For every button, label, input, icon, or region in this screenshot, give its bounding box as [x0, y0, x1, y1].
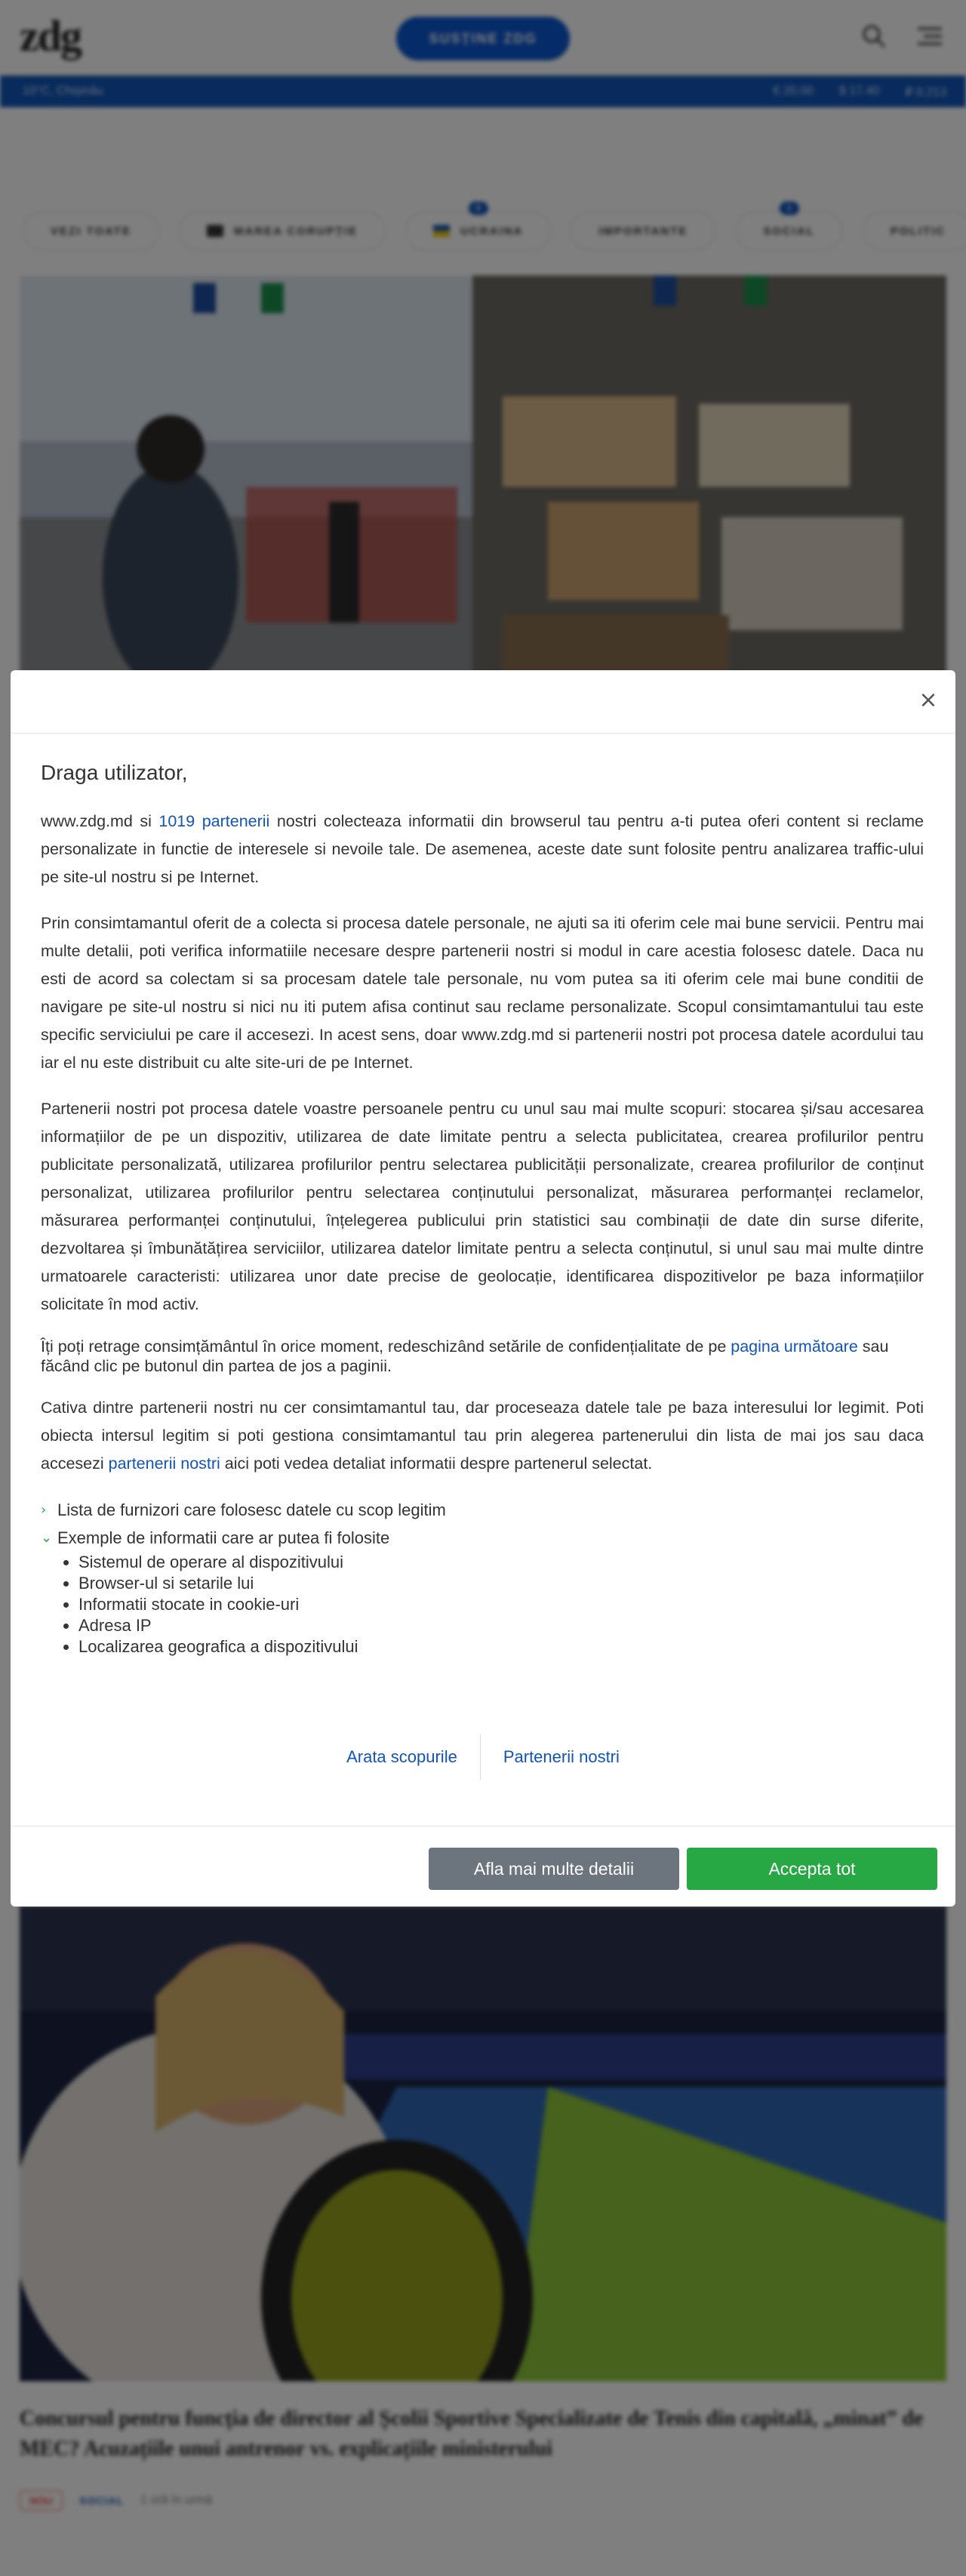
list-item: • Sistemul de operare al dispozitivului: [78, 1552, 924, 1573]
next-page-link[interactable]: pagina următoare: [731, 1337, 858, 1356]
consent-paragraph-1: [41, 808, 924, 891]
partners-count-link[interactable]: 1019 partenerii: [158, 812, 270, 830]
text: sau făcând clic pe butonul din partea de jos a paginii.: [41, 1337, 889, 1375]
accept-all-button[interactable]: Accepta tot: [687, 1848, 937, 1890]
modal-links-row: [11, 1734, 955, 1780]
consent-paragraph-5: [41, 1394, 924, 1478]
text: www.zdg.md si: [41, 812, 159, 830]
consent-paragraph-2: Prin consimtamantul oferit de a colecta si procesa datele personale, ne ajuti sa iti oferim cele mai bune servicii. Pentru mai multe detalii, poti verifica informatiile necesare despre partenerii nostri si modul in care acestia folosesc datele. Daca nu esti de acord sa colectam si sa procesam datele tale personale, nu vom putea sa iti oferim cele mai bune conditii de navigare pe site-ul nostru si nici nu iti putem afisa continut sau reclame personalizate. Scopul consimtamantului tau este specific serviciului pe care il accesezi. In acest sens, doar www.zdg.md si partenerii nostri pot procesa datele acordului tau iar el nu este distribuit cu alte site-uri de pe Internet.: [41, 914, 924, 1072]
chevron-right-icon: ›: [41, 1502, 47, 1518]
expander-label: Lista de furnizori care folosesc datele cu scop legitim: [57, 1500, 446, 1519]
list-item: • Informatii stocate in cookie-uri: [78, 1594, 924, 1615]
text: Cativa dintre partenerii nostri nu cer consimtamantul tau, dar proceseaza datele tale pe baza interesului lor legimit. Poti obiecta intersul legitim si poti gestiona consimtamantul tau prin alegerea partenerului din lista de mai jos sau daca accesezi: [41, 1399, 924, 1473]
info-examples-list: [78, 1552, 924, 1657]
consent-paragraph-4: [41, 1337, 924, 1376]
list-item: • Localizarea geografica a dispozitivului: [78, 1636, 924, 1657]
text: Îți poți retrage consimțământul în orice moment, redeschizând setările de confidențialitate de pe: [41, 1337, 731, 1356]
text: nostri colecteaza informatii din browserul tau pentru a-ti putea oferi content si reclame personalizate in functie de interesele si nevoile tale. De asemenea, aceste date sunt folosite pentru analizarea traffic-ului pe site-ul nostru si pe Internet.: [41, 812, 924, 886]
consent-paragraph-3: Partenerii nostri pot procesa datele voastre persoanele pentru cu unul sau mai multe scopuri: stocarea și/sau accesarea informațiilor de pe un dispozitiv, utilizarea de date limitate pentru a selecta publicitatea, crearea profilurilor pentru publicitate personalizată, utilizarea profilurilor pentru selectarea publicității personalizate, crearea profilurilor de conținut personalizat, utilizarea profilurilor pentru selectarea conținutului personalizat, măsurarea performanței reclamelor, măsurarea performanței conținutului, înțelegerea publicului prin statistici sau combinații de date din surse diferite, dezvoltarea și îmbunătățirea serviciilor, utilizarea datelor limitate pentru a selecta conținutul, si unul sau mai multe dintre urmatoarele caracteristi: utilizarea unor date precise de geolocație, identificarea dispozitivelor pe baza informațiilor solicitate în mod activ.: [41, 1100, 924, 1313]
partners-link[interactable]: Partenerii nostri: [503, 1747, 620, 1766]
text: aici poti vedea detaliat informatii despre partenerul selectat.: [220, 1454, 653, 1473]
consent-modal: [11, 670, 955, 1907]
chevron-down-icon: ⌄: [41, 1530, 53, 1546]
close-icon[interactable]: ×: [918, 687, 938, 713]
info-examples-expander[interactable]: [41, 1524, 924, 1552]
list-item: • Adresa IP: [78, 1615, 924, 1636]
modal-footer: [11, 1826, 955, 1907]
more-details-button[interactable]: Afla mai multe detalii: [429, 1848, 679, 1890]
modal-header: [11, 670, 955, 734]
expander-label: Exemple de informatii care ar putea fi folosite: [57, 1528, 390, 1547]
show-purposes-link[interactable]: Arata scopurile: [346, 1747, 457, 1766]
modal-body: [41, 761, 924, 1673]
modal-title: Draga utilizator,: [41, 761, 188, 784]
our-partners-link[interactable]: partenerii nostri: [108, 1454, 220, 1473]
list-item: • Browser-ul si setarile lui: [78, 1573, 924, 1594]
legitimate-vendors-expander[interactable]: [41, 1496, 924, 1524]
